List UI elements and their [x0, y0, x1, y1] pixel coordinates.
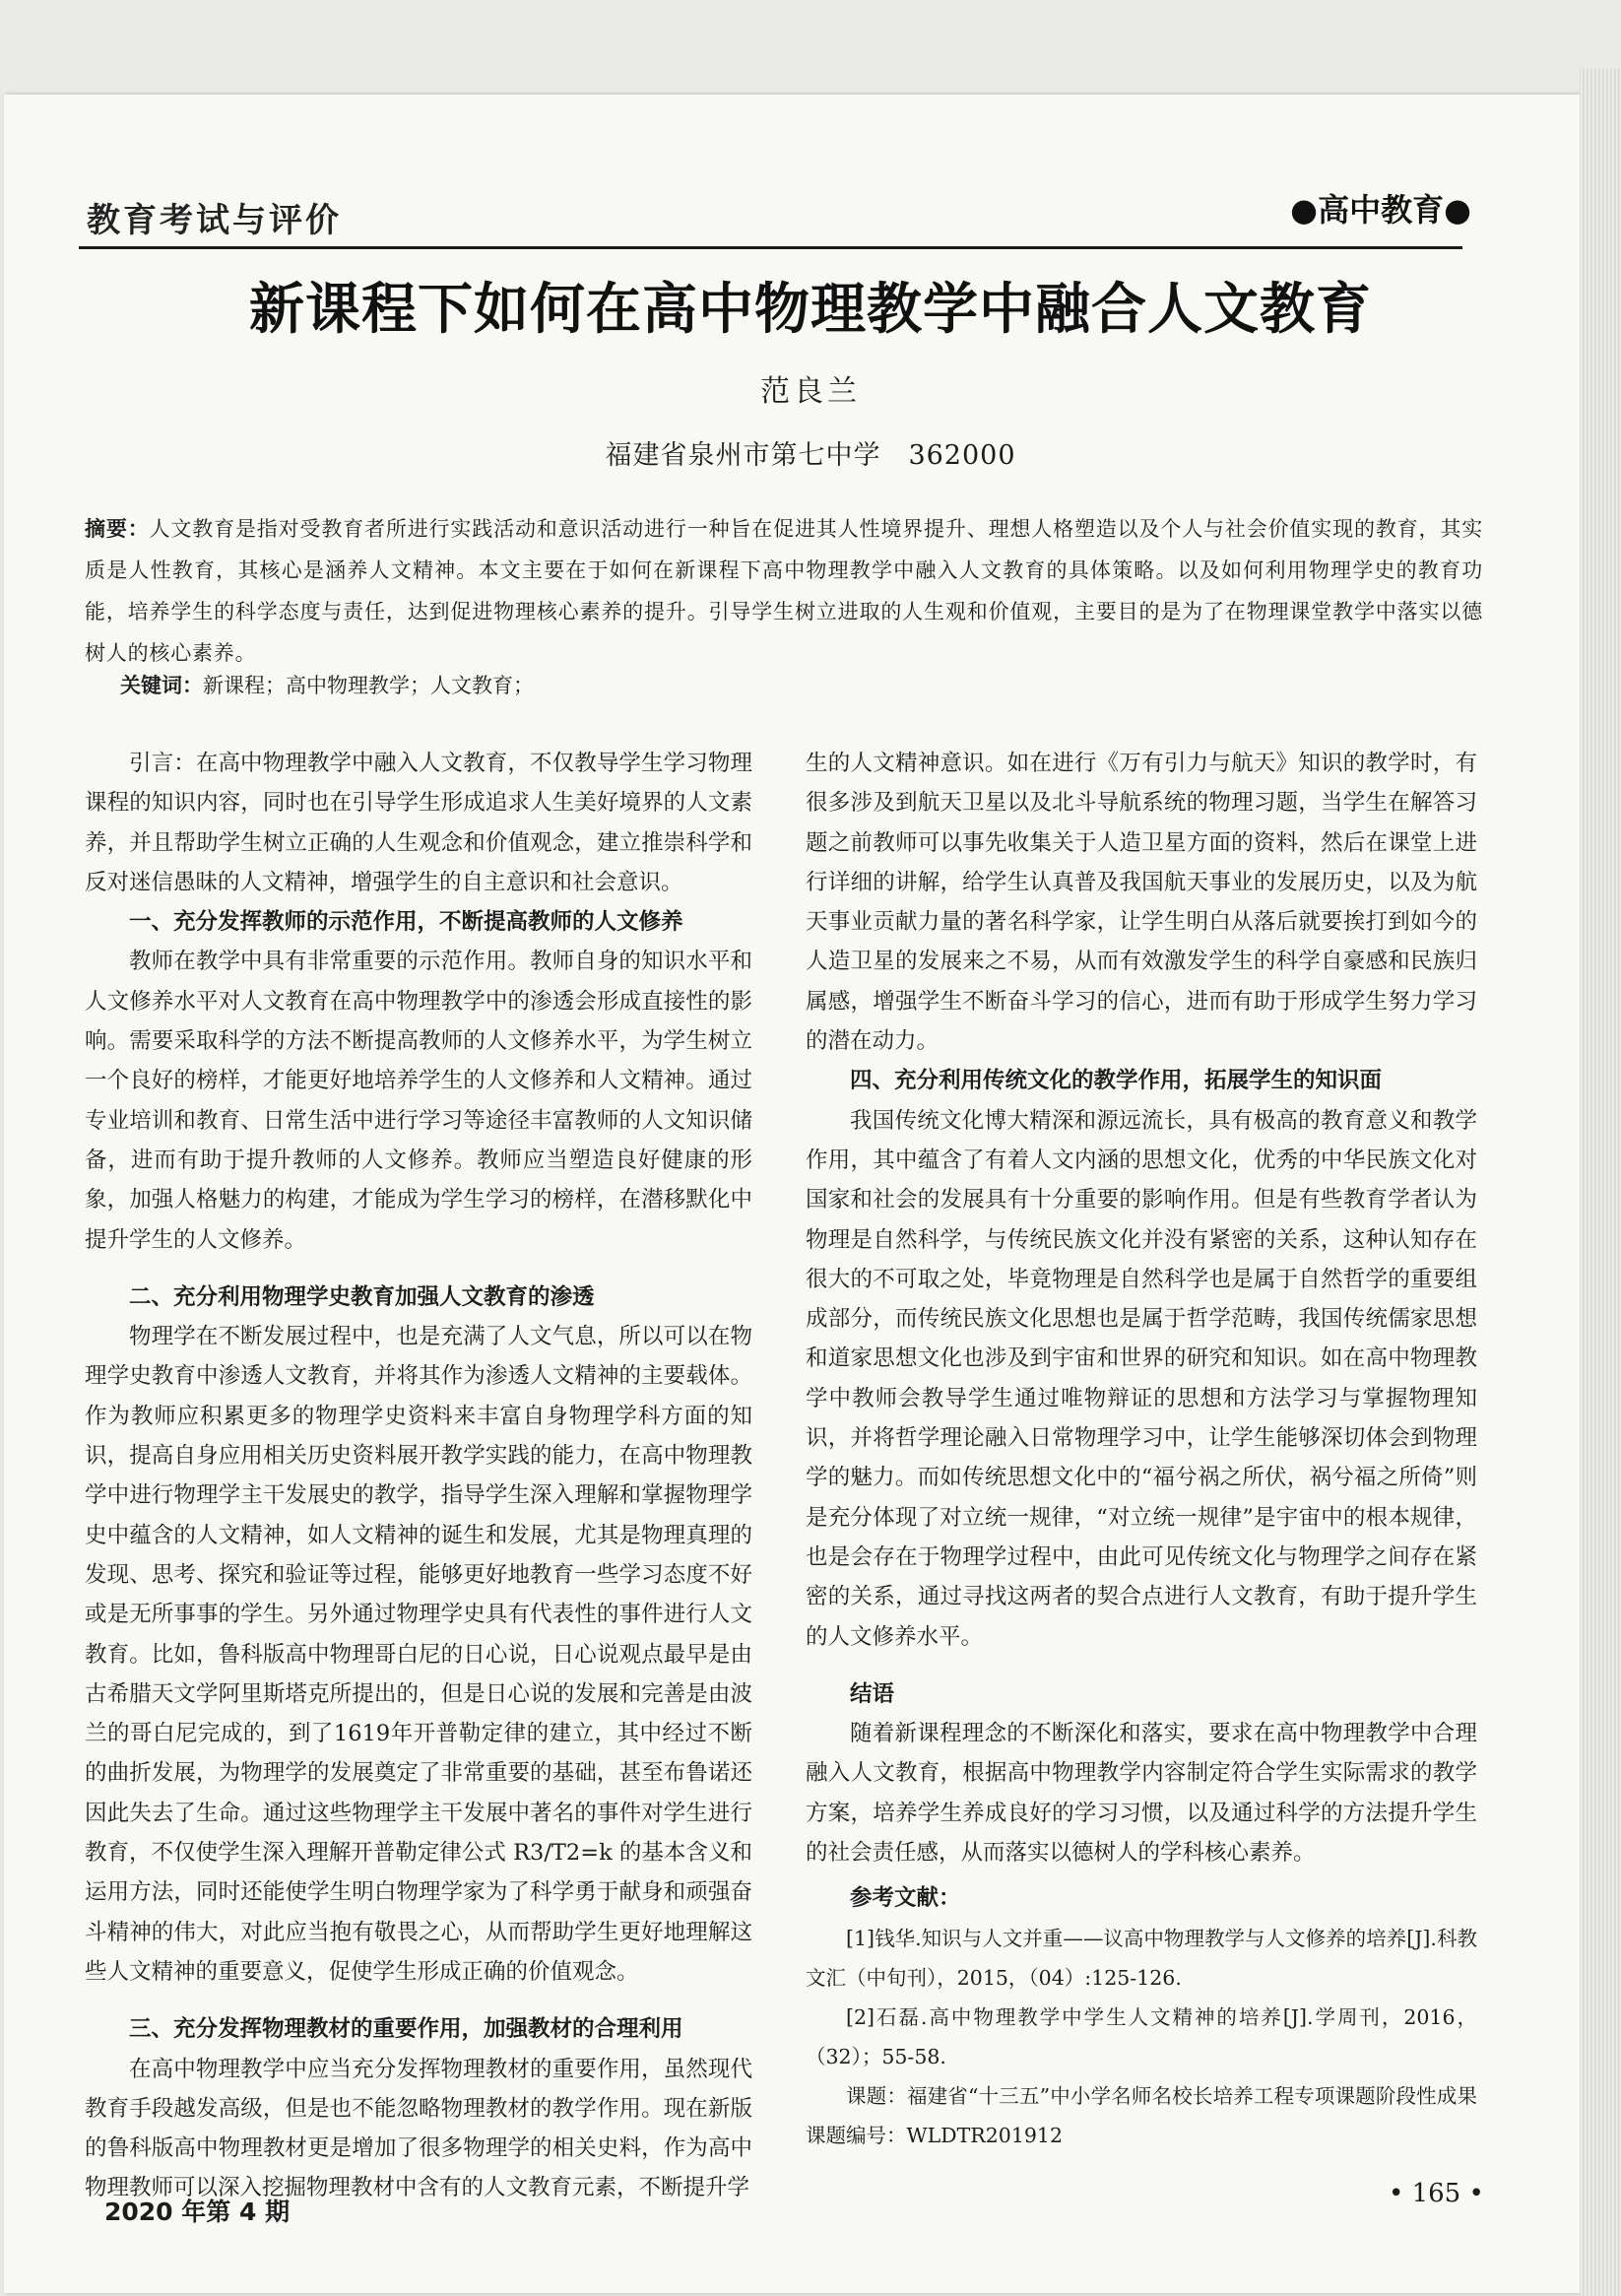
- reference-item: [2]石磊.高中物理教学中学生人文精神的培养[J].学周刊，2016，（32）；55-58.: [806, 2004, 1477, 2068]
- section-4-paragraph: 我国传统文化博大精深和源远流长，具有极高的教育意义和教学作用，其中蕴含了有着人文内涵的思想文化，优秀的中华民族文化对国家和社会的发展具有十分重要的影响作用。但是有些教育学者认为物理是自然科学，与传统民族文化并没有紧密的关系，这种认知存在很大的不可取之处，毕竟物理是自然科学也是属于自然哲学的重要组成部分，而传统民族文化思想也是属于哲学范畴，我国传统儒家思想和道家思想文化也涉及到宇宙和世界的研究和知识。如在高中物理教学中教师会教导学生通过唯物辩证的思想和方法学习与掌握物理知识，并将哲学理论融入日常物理学习中，让学生能够深切体会到物理学的魅力。而如传统思想文化中的“福兮祸之所伏，祸兮福之所倚”则是充分体现了对立统一规律，“对立统一规律”是宇宙中的根本规律，也是会存在于物理学过程中，由此可见传统文化与物理学之间存在紧密的关系，通过寻找这两者的契合点进行人文教育，有助于提升学生的人文修养水平。: [806, 1107, 1477, 1650]
- intro-paragraph: 引言：在高中物理教学中融入人文教育，不仅教导学生学习物理课程的知识内容，同时也在引导学生形成追求人生美好境界的人文素养，并且帮助学生树立正确的人生观念和价值观念，建立推崇科学和反对迷信愚昧的人文精神，增强学生的自主意识和社会意识。: [85, 751, 752, 895]
- abstract: [85, 508, 1483, 674]
- project-note: 课题：福建省“十三五”中小学名师名校长培养工程专项课题阶段性成果 课题编号：WLDTR201912: [806, 2083, 1477, 2147]
- issue-label: 2020 年第 4 期: [104, 2198, 291, 2226]
- section-heading-1: 一、充分发挥教师的示范作用，不断提高教师的人文修养: [129, 909, 683, 936]
- section-3-paragraph: 在高中物理教学中应当充分发挥物理教材的重要作用，虽然现代教育手段越发高级，但是也不能忽略物理教材的教学作用。现在新版的鲁科版高中物理教材更是增加了很多物理学的相关史料，作为高中物理教师可以深入挖掘物理教材中含有的人文教育元素，不断提升学: [85, 2056, 752, 2201]
- conclusion-heading: 结语: [850, 1680, 895, 1707]
- keywords: [120, 666, 1479, 705]
- author-name: 范良兰: [760, 374, 861, 409]
- abstract-text: 人文教育是指对受教育者所进行实践活动和意识活动进行一种旨在促进其人性境界提升、理想人格塑造以及个人与社会价值实现的教育，其实质是人性教育，其核心是涵养人文精神。本文主要在于如何在新课程下高中物理教学中融入人文教育的具体策略。以及如何利用物理学史的教育功能，培养学生的科学态度与责任，达到促进物理核心素养的提升。引导学生树立进取的人生观和价值观，主要目的是为了在物理课堂教学中落实以德树人的核心素养。: [85, 517, 1483, 665]
- page-number: • 165 •: [1389, 2179, 1484, 2208]
- section-1-paragraph: 教师在教学中具有非常重要的示范作用。教师自身的知识水平和人文修养水平对人文教育在高中物理教学中的渗透会形成直接性的影响。需要采取科学的方法不断提高教师的人文修养水平，为学生树立一个良好的榜样，才能更好地培养学生的人文修养和人文精神。通过专业培训和教育、日常生活中进行学习等途径丰富教师的人文知识储备，进而有助于提升教师的人文修养。教师应当塑造良好健康的形象，加强人格魅力的构建，才能成为学生学习的榜样，在潜移默化中提升学生的人文修养。: [85, 949, 752, 1253]
- section-heading-2: 二、充分利用物理学史教育加强人文教育的渗透: [129, 1283, 595, 1310]
- keywords-label: 关键词：: [120, 673, 203, 697]
- section-tag: ●高中教育●: [1290, 191, 1471, 229]
- author-affiliation: 福建省泉州市第七中学 362000: [605, 440, 1016, 471]
- abstract-label: 摘要：: [85, 516, 150, 541]
- section-3-paragraph-continued: 生的人文精神意识。如在进行《万有引力与航天》知识的教学时，有很多涉及到航天卫星以及北斗导航系统的物理习题，当学生在解答习题之前教师可以事先收集关于人造卫星方面的资料，然后在课堂上进行详细的讲解，给学生认真普及我国航天事业的发展历史，以及为航天事业贡献力量的著名科学家，让学生明白从落后就要挨打到如今的人造卫星的发展来之不易，从而有效激发学生的科学自豪感和民族归属感，增强学生不断奋斗学习的信心，进而有助于形成学生努力学习的潜在动力。: [806, 751, 1477, 1055]
- section-heading-3: 三、充分发挥物理教材的重要作用，加强教材的合理利用: [129, 2016, 683, 2043]
- section-heading-4: 四、充分利用传统文化的教学作用，拓展学生的知识面: [850, 1068, 1383, 1094]
- section-2-paragraph: 物理学在不断发展过程中，也是充满了人文气息，所以可以在物理学史教育中渗透人文教育，并将其作为渗透人文精神的主要载体。作为教师应积累更多的物理学史资料来丰富自身物理学科方面的知识，提高自身应用相关历史资料展开教学实践的能力，在高中物理教学中进行物理学主干发展史的教学，指导学生深入理解和掌握物理学史中蕴含的人文精神，如人文精神的诞生和发展，尤其是物理真理的发现、思考、探究和验证等过程，能够更好地教育一些学习态度不好或是无所事事的学生。另外通过物理学史具有代表性的事件进行人文教育。比如，鲁科版高中物理哥白尼的日心说，日心说观点最早是由古希腊天文学阿里斯塔克所提出的，但是日心说的发展和完善是由波兰的哥白尼完成的，到了1619年开普勒定律的建立，其中经过不断的曲折发展，为物理学的发展奠定了非常重要的基础，甚至布鲁诺还因此失去了生命。通过这些物理学主干发展中著名的事件对学生进行教育，不仅使学生深入理解开普勒定律公式 R3/T2=k 的基本含义和运用方法，同时还能使学生明白物理学家为了科学勇于献身和顽强奋斗精神的伟大，对此应当抱有敬畏之心，从而帮助学生更好地理解这些人文精神的重要意义，促使学生形成正确的价值观念。: [85, 1324, 752, 1985]
- journal-section-label: 教育考试与评价: [87, 201, 342, 240]
- keywords-text: 新课程；高中物理教学；人文教育；: [203, 674, 534, 697]
- reference-item: [1]钱华.知识与人文并重——议高中物理教学与人文修养的培养[J].科教文汇（中旬刊），2015，（04）:125-126.: [806, 1926, 1477, 1990]
- header-rule: [79, 246, 1462, 249]
- references-heading: 参考文献：: [850, 1885, 961, 1912]
- left-column: [85, 744, 752, 2208]
- right-column: [806, 744, 1477, 2155]
- article-title: 新课程下如何在高中物理教学中融合人文教育: [249, 277, 1372, 342]
- conclusion-paragraph: 随着新课程理念的不断深化和落实，要求在高中物理教学中合理融入人文教育，根据高中物理教学内容制定符合学生实际需求的教学方案，培养学生养成良好的学习习惯，以及通过科学的方法提升学生的社会责任感，从而落实以德树人的学科核心素养。: [806, 1721, 1477, 1867]
